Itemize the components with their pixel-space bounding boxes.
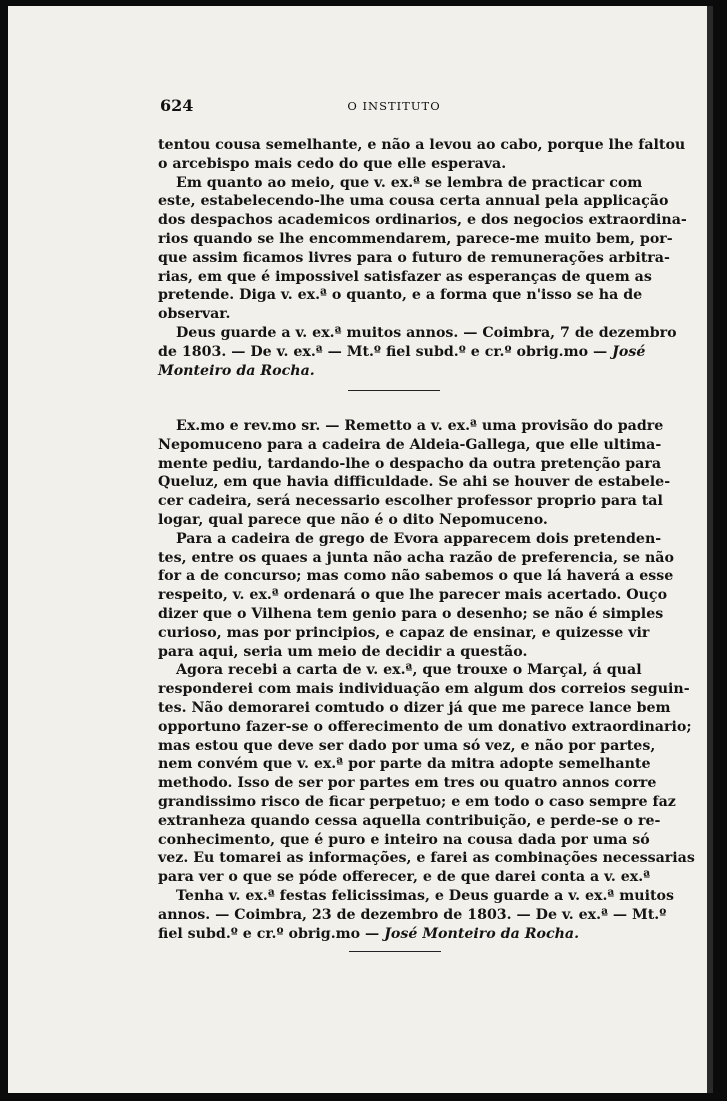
text-line: nem convém que v. ex.ª por parte da mitra adopte semelhante — [158, 756, 651, 773]
page-header — [158, 96, 630, 118]
signature: Monteiro da Rocha. — [158, 362, 315, 379]
text-line: extranheza quando cessa aquella contribuição, e perde-se o re- — [158, 812, 661, 829]
text-line: Deus guarde a v. ex.ª muitos annos. — Coimbra, 7 de dezembro — [176, 324, 677, 341]
text-line: conhecimento, que é puro e inteiro na cousa dada por uma só — [158, 831, 650, 848]
signature: José Monteiro da Rocha. — [384, 925, 580, 942]
section-divider — [349, 951, 441, 952]
text-line: rias, em que é impossivel satisfazer as esperanças de quem as — [158, 268, 652, 285]
text-line: Para a cadeira de grego de Evora apparecem dois pretenden- — [176, 530, 662, 547]
text-line: respeito, v. ex.ª ordenará o que lhe parecer mais acertado. Ouço — [158, 587, 668, 604]
text-line: para aqui, seria um meio de decidir a questão. — [158, 643, 528, 660]
text-line: annos. — Coimbra, 23 de dezembro de 1803. — De v. ex.ª — Mt.º — [158, 906, 667, 923]
text-line: rios quando se lhe encommendarem, parece-me muito bem, por- — [158, 230, 673, 247]
text-line: Nepomuceno para a cadeira de Aldeia-Gallega, que elle ultima- — [158, 436, 662, 453]
text-line: cer cadeira, será necessario escolher professor proprio para tal — [158, 493, 663, 510]
text-line: Ex.mo e rev.mo sr. — Remetto a v. ex.ª uma provisão do padre — [176, 418, 664, 434]
text-line: methodo. Isso de ser por partes em tres ou quatro annos corre — [158, 775, 657, 792]
text-line: mas estou que deve ser dado por uma só vez, e não por partes, — [158, 737, 656, 754]
letter-2 — [158, 417, 695, 943]
text-line: for a de concurso; mas como não sabemos o que lá haverá a esse — [158, 568, 674, 585]
text-line: vez. Eu tomarei as informações, e farei as combinações necessarias — [158, 850, 695, 867]
text-line: Agora recebi a carta de v. ex.ª, que trouxe o Marçal, á qual — [176, 662, 642, 679]
text-line: Queluz, em que havia difficuldade. Se ahi se houver de estabele- — [158, 474, 671, 491]
text-line: tes. Não demorarei comtudo o dizer já que me parece lance bem — [158, 699, 671, 716]
text-line: dizer que o Vilhena tem genio para o desenho; se não é simples — [158, 605, 664, 622]
text-line: pretende. Diga v. ex.ª o quanto, e a forma que n'isso se ha de — [158, 287, 643, 304]
text-line: curioso, mas por principios, e capaz de ensinar, e quizesse vir — [158, 624, 650, 641]
letter-1 — [158, 136, 687, 380]
text-line: opportuno fazer-se o offerecimento de um donativo extraordinario; — [158, 718, 692, 735]
text-line: grandissimo risco de ficar perpetuo; e em todo o caso sempre faz — [158, 793, 676, 810]
closing-line — [158, 925, 630, 944]
text-line: Em quanto ao meio, que v. ex.ª se lembra de practicar com — [176, 174, 643, 191]
scanned-page — [8, 6, 713, 1093]
text-line: dos despachos academicos ordinarios, e dos negocios extraordina- — [158, 212, 687, 229]
closing-text: de 1803. — De v. ex.ª — Mt.º fiel subd.º e cr.º obrig.mo — — [158, 343, 608, 360]
running-head: O INSTITUTO — [347, 99, 441, 113]
text-line: tentou cousa semelhante, e não a levou ao cabo, porque lhe faltou — [158, 137, 686, 153]
text-line: mente pediu, tardando-lhe o despacho da outra pretenção para — [158, 455, 662, 472]
text-line: que assim ficamos livres para o futuro de remunerações arbitra- — [158, 249, 670, 266]
closing-line — [158, 343, 646, 362]
text-line: observar. — [158, 306, 231, 323]
text-line: Tenha v. ex.ª festas felicissimas, e Deus guarde a v. ex.ª muitos — [176, 887, 674, 904]
section-divider — [348, 390, 440, 391]
text-line: o arcebispo mais cedo do que elle esperava. — [158, 155, 507, 172]
text-line: responderei com mais individuação em algum dos correios seguin- — [158, 681, 690, 698]
text-line: tes, entre os quaes a junta não acha razão de preferencia, se não — [158, 549, 674, 566]
text-line: logar, qual parece que não é o dito Nepomuceno. — [158, 511, 548, 528]
page-number: 624 — [160, 96, 194, 115]
closing-text: fiel subd.º e cr.º obrig.mo — — [158, 925, 380, 942]
signature-first-name: José — [612, 343, 646, 360]
text-line: para ver o que se póde offerecer, e de que darei conta a v. ex.ª — [158, 869, 651, 886]
text-line: este, estabelecendo-lhe uma cousa certa annual pela applicação — [158, 193, 669, 210]
